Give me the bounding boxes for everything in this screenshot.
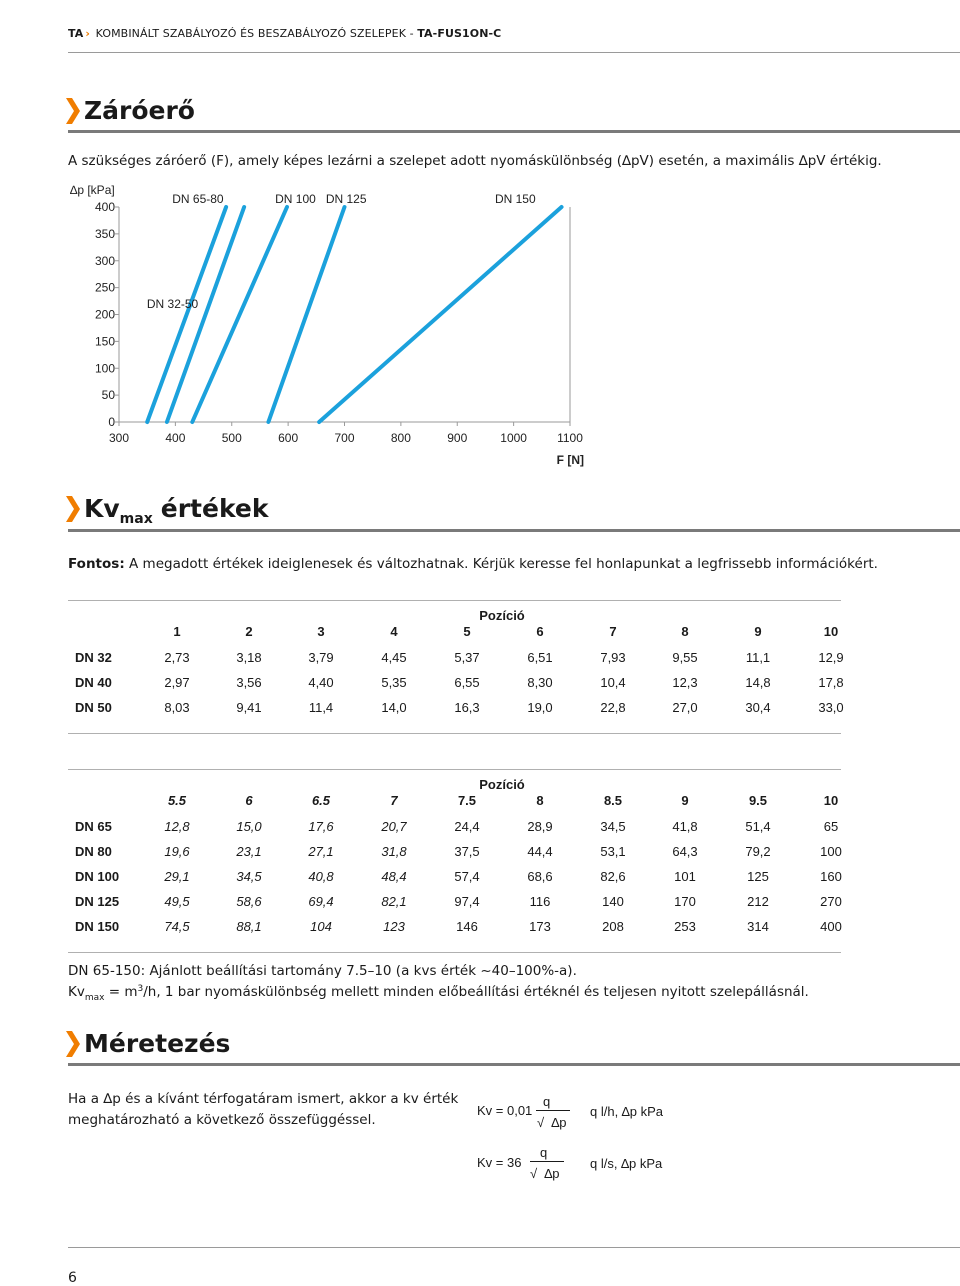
formula-denominator-1: √ ∆p [537,1115,567,1130]
section-rule [68,529,960,532]
product-name: TA-FUS1ON-C [417,27,502,40]
table-cell: 82,6 [600,869,626,884]
formula-lhs-1: Kv = 0,01 [477,1103,533,1118]
table-cell: 27,1 [308,844,334,859]
fraction-bar-1 [536,1110,570,1111]
table-cell: 29,1 [164,869,190,884]
column-header: 1 [173,624,181,639]
table-cell: 65 [823,819,839,834]
column-header: 9 [681,793,689,808]
table-cell: 14,8 [745,675,771,690]
column-header: 7 [609,624,617,639]
table-cell: 33,0 [818,700,844,715]
row-label: DN 65 [75,819,112,834]
table-cell: 140 [602,894,624,909]
section-title-closing-force [66,96,195,125]
table-cell: 9,55 [672,650,698,665]
table-cell: 11,4 [308,700,334,715]
row-label: DN 50 [75,700,112,715]
formula-lhs-2: Kv = 36 [477,1155,522,1170]
table-cell: 88,1 [236,919,262,934]
table-cell: 101 [674,869,696,884]
table-cell: 24,4 [454,819,480,834]
column-header: 10 [823,624,839,639]
y-axis-label: ∆p [kPa] [70,183,115,197]
table-cell: 64,3 [672,844,698,859]
table-cell: 28,9 [527,819,553,834]
row-label: DN 40 [75,675,112,690]
table-cell: 51,4 [745,819,771,834]
x-tick-label: 600 [278,431,299,445]
table-cell: 34,5 [600,819,626,834]
row-label: DN 32 [75,650,112,665]
x-axis-label: F [N] [556,453,584,467]
table-cell: 400 [820,919,842,934]
table-cell: 116 [529,894,551,909]
table-caption: Pozíció [479,777,525,792]
column-header: 8.5 [603,793,623,808]
kv-title-main: Kv [84,494,120,523]
kv-def-b: /h, 1 bar nyomáskülönbség mellett minden előbeállítási értéknél és teljesen nyitott szelepállásnál. [143,984,809,1000]
table-cell: 208 [602,919,624,934]
breadcrumb-text: KOMBINÁLT SZABÁLYOZÓ ÉS BESZABÁLYOZÓ SZELEPEK - [95,27,418,40]
section-title-sizing [66,1029,230,1058]
column-header: 8 [536,793,544,808]
table-top-rule [68,600,841,601]
chevron-icon [66,98,80,124]
series-annotation-label: DN 100 [275,192,316,206]
table-cell: 57,4 [454,869,480,884]
footer-divider [68,1247,960,1248]
x-tick-label: 500 [221,431,242,445]
column-header: 6.5 [311,793,331,808]
kv-title-sub: max [119,510,153,527]
table-cell: 74,5 [164,919,190,934]
column-header: 9.5 [748,793,768,808]
fraction-bar-2 [530,1161,564,1162]
y-tick-label: 100 [94,361,115,376]
kv-sub: max [84,993,105,1003]
x-tick-label: 1100 [557,431,583,445]
header-divider [68,52,960,53]
y-tick-label: 150 [94,334,115,349]
note-label: Fontos: [68,556,125,572]
chart-lines [147,207,561,422]
table-cell: 69,4 [308,894,334,909]
column-header: 2 [245,624,253,639]
formula-units-1: q l/h, ∆p kPa [590,1104,663,1119]
table-cell: 14,0 [381,700,407,715]
table-cell: 53,1 [600,844,626,859]
x-tick-label: 300 [108,431,130,445]
table-cell: 314 [747,919,769,934]
table-cell: 19,6 [164,844,190,859]
table-cell: 19,0 [527,700,553,715]
brand-label: TA [68,27,84,40]
table-cell: 20,7 [381,819,407,834]
intro-text: A szükséges záróerő (F), amely képes lezárni a szelepet adott nyomáskülönbség (∆pV) esetén, a maximális ∆pV értékig. [68,153,882,169]
table-cell: 9,41 [236,700,262,715]
series-line [147,207,226,422]
table-cell: 3,79 [308,650,334,665]
kv-note [68,556,948,572]
section-title-text: Záróerő [84,96,195,125]
x-tick-label: 900 [447,431,468,445]
table-cell: 8,03 [164,700,190,715]
page-number: 6 [68,1270,77,1286]
column-header: 6 [536,624,544,639]
footnote-recommended-range: DN 65-150: Ajánlott beállítási tartomány 7.5–10 (a kvs érték ~40–100%-a). [68,963,577,979]
x-tick-label: 700 [334,431,355,445]
footnote-kv-definition [68,984,948,1003]
x-tick-label: 800 [390,431,411,445]
table-cell: 23,1 [236,844,262,859]
table-cell: 7,93 [600,650,626,665]
page-header [68,27,501,40]
table-cell: 41,8 [672,819,698,834]
table-cell: 170 [674,894,696,909]
table-cell: 79,2 [745,844,771,859]
row-label: DN 125 [75,894,120,909]
table-cell: 212 [747,894,769,909]
table-cell: 104 [310,919,332,934]
chart-axes [115,207,570,426]
table-cell: 30,4 [745,700,771,715]
series-annotation-label: DN 125 [325,192,367,206]
kv-title-rest: értékek [160,494,269,523]
table-cell: 4,40 [308,675,334,690]
table-cell: 6,55 [454,675,480,690]
table-caption: Pozíció [479,608,525,623]
formula-units-2: q l/s, ∆p kPa [590,1156,663,1171]
table-cell: 58,6 [236,894,262,909]
chevron-icon [66,1031,80,1057]
table-cell: 8,30 [527,675,553,690]
table-cell: 2,97 [164,675,190,690]
series-line [268,207,344,422]
table-cell: 3,56 [236,675,262,690]
table-cell: 3,18 [236,650,262,665]
table-cell: 16,3 [454,700,480,715]
y-tick-label: 200 [94,307,115,322]
table-cell: 97,4 [454,894,480,909]
y-tick-label: 50 [101,388,115,403]
column-header: 5.5 [167,793,187,808]
table-cell: 17,8 [818,675,844,690]
formula-numerator-2: q [540,1145,548,1160]
table-cell: 11,1 [745,650,771,665]
table-cell: 10,4 [600,675,626,690]
table-cell: 27,0 [672,700,698,715]
table-cell: 68,6 [527,869,553,884]
table-cell: 6,51 [527,650,553,665]
table-cell: 253 [674,919,696,934]
chevron-icon [66,496,80,522]
table-cell: 12,3 [672,675,698,690]
column-header: 10 [823,793,839,808]
table-cell: 5,37 [454,650,480,665]
row-label: DN 80 [75,844,112,859]
y-tick-label: 350 [94,226,115,241]
row-label: DN 100 [75,869,120,884]
table-cell: 146 [456,919,478,934]
y-tick-label: 0 [108,415,115,429]
table-cell: 37,5 [454,844,480,859]
x-tick-label: 400 [165,431,186,445]
table-cell: 270 [820,894,842,909]
y-tick-label: 250 [94,280,115,295]
chevron-right-icon: › [85,27,91,40]
table-cell: 49,5 [164,894,190,909]
series-annotation-label: DN 65-80 [172,192,224,206]
chart-labels [70,183,584,467]
table-cell: 15,0 [236,819,262,834]
section-rule [68,130,960,133]
closing-force-chart [60,180,620,470]
table-cell: 125 [747,869,769,884]
series-line [319,207,561,422]
table-cell: 31,8 [381,844,407,859]
table-cell: 4,45 [381,650,407,665]
column-header: 8 [681,624,689,639]
table-bottom-rule [68,952,841,953]
kv-def-a: = m [104,984,138,1000]
column-header: 3 [317,624,325,639]
kv-label: Kv [68,984,85,1000]
note-text: A megadott értékek ideiglenesek és változhatnak. Kérjük keresse fel honlapunkat a legfrissebb információkért. [129,556,878,572]
table-cell: 2,73 [164,650,190,665]
column-header: 5 [463,624,471,639]
table-cell: 12,9 [818,650,844,665]
column-header: 6 [245,793,253,808]
y-tick-label: 300 [94,253,115,268]
sizing-text-line1: Ha a ∆p és a kívánt térfogatáram ismert, akkor a kv érték [68,1091,459,1107]
table-bottom-rule [68,733,841,734]
section-rule [68,1063,960,1066]
table-cell: 82,1 [381,894,407,909]
section-title-text: Méretezés [84,1029,231,1058]
column-header: 7 [390,793,398,808]
kv-sup: 3 [137,984,144,994]
y-tick-label: 400 [94,200,115,214]
series-annotation-label: DN 150 [494,192,536,206]
table-cell: 44,4 [527,844,553,859]
formula-numerator-1: q [543,1094,551,1109]
table-cell: 17,6 [308,819,334,834]
column-header: 9 [754,624,762,639]
sizing-text-line2: meghatározható a következő összefüggéssel. [68,1112,376,1128]
table-cell: 12,8 [164,819,190,834]
sizing-text [68,1089,458,1131]
table-cell: 5,35 [381,675,407,690]
table-cell: 48,4 [381,869,407,884]
table-cell: 34,5 [236,869,262,884]
table-cell: 160 [820,869,842,884]
table-cell: 100 [820,844,842,859]
table-cell: 22,8 [600,700,626,715]
table-cell: 123 [383,919,405,934]
series-annotation-label: DN 32-50 [146,297,199,311]
x-tick-label: 1000 [500,431,527,445]
table-top-rule [68,769,841,770]
section-title-kvmax [66,494,269,527]
table-cell: 40,8 [308,869,334,884]
column-header: 4 [390,624,398,639]
formula-denominator-2: √ ∆p [530,1166,560,1181]
table-cell: 173 [529,919,551,934]
column-header: 7.5 [457,793,477,808]
row-label: DN 150 [75,919,120,934]
